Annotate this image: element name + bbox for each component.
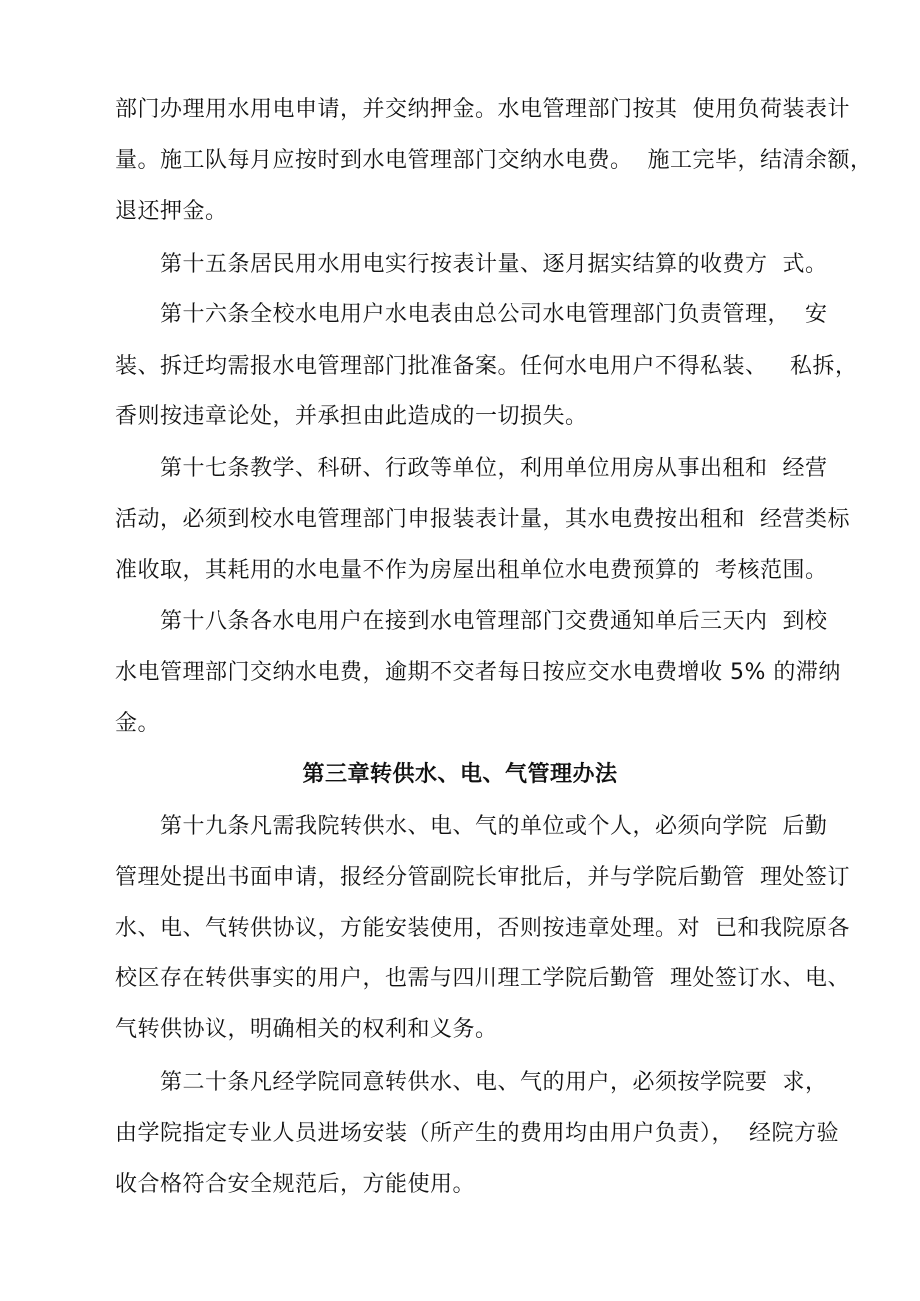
paragraph-line: 气转供协议，明确相关的权利和义务。	[115, 1017, 498, 1042]
paragraph-line: 活动，必须到校水电管理部门申报装表计量，其水电费按出租和 经营类标	[115, 507, 850, 532]
paragraph-line: 第十九条凡需我院转供水、电、气的单位或个人，必须向学院 后勤	[160, 814, 828, 839]
paragraph-line: 水、电、气转供协议，方能安装使用，否则按违章处理。对 已和我院原各	[115, 916, 850, 941]
paragraph-line: 香则按违章论处，并承担由此造成的一切损失。	[115, 404, 588, 429]
paragraph-line: 收合格符合安全规范后，方能使用。	[115, 1172, 476, 1197]
paragraph-line: 部门办理用水用电申请，并交纳押金。水电管理部门按其 使用负荷装表计	[115, 97, 850, 122]
paragraph-line: 管理处提出书面申请，报经分管副院长审批后，并与学院后勤管 理处签订	[115, 865, 850, 890]
paragraph-line: 量。施工队每月应按时到水电管理部门交纳水电费。 施工完毕，结清余额，	[115, 148, 873, 173]
paragraph-line: 水电管理部门交纳水电费，逾期不交者每日按应交水电费增收 5% 的滞纳	[115, 660, 841, 685]
paragraph-line: 校区存在转供事实的用户，也需与四川理工学院后勤管 理处签订水、电、	[115, 966, 850, 991]
paragraph-line: 第二十条凡经学院同意转供水、电、气的用户，必须按学院要 求，	[160, 1070, 828, 1095]
paragraph-line: 准收取，其耗用的水电量不作为房屋出租单位水电费预算的 考核范围。	[115, 558, 828, 583]
paragraph-line: 金。	[115, 711, 161, 736]
paragraph-line: 第十五条居民用水用电实行按表计量、逐月据实结算的收费方 式。	[160, 252, 828, 277]
chapter-heading: 第三章转供水、电、气管理办法	[302, 762, 618, 787]
paragraph-line: 退还押金。	[115, 199, 228, 224]
paragraph-line: 第十八条各水电用户在接到水电管理部门交费通知单后三天内 到校	[160, 609, 828, 634]
paragraph-line: 第十六条全校水电用户水电表由总公司水电管理部门负责管理， 安	[160, 302, 828, 327]
paragraph-line: 由学院指定专业人员进场安装（所产生的费用均由用户负责）， 经院方验	[115, 1121, 839, 1146]
paragraph-line: 第十七条教学、科研、行政等单位，利用单位用房从事出租和 经营	[160, 456, 828, 481]
paragraph-line: 装、拆迁均需报水电管理部门批准备案。任何水电用户不得私装、 私拆，	[115, 354, 858, 379]
